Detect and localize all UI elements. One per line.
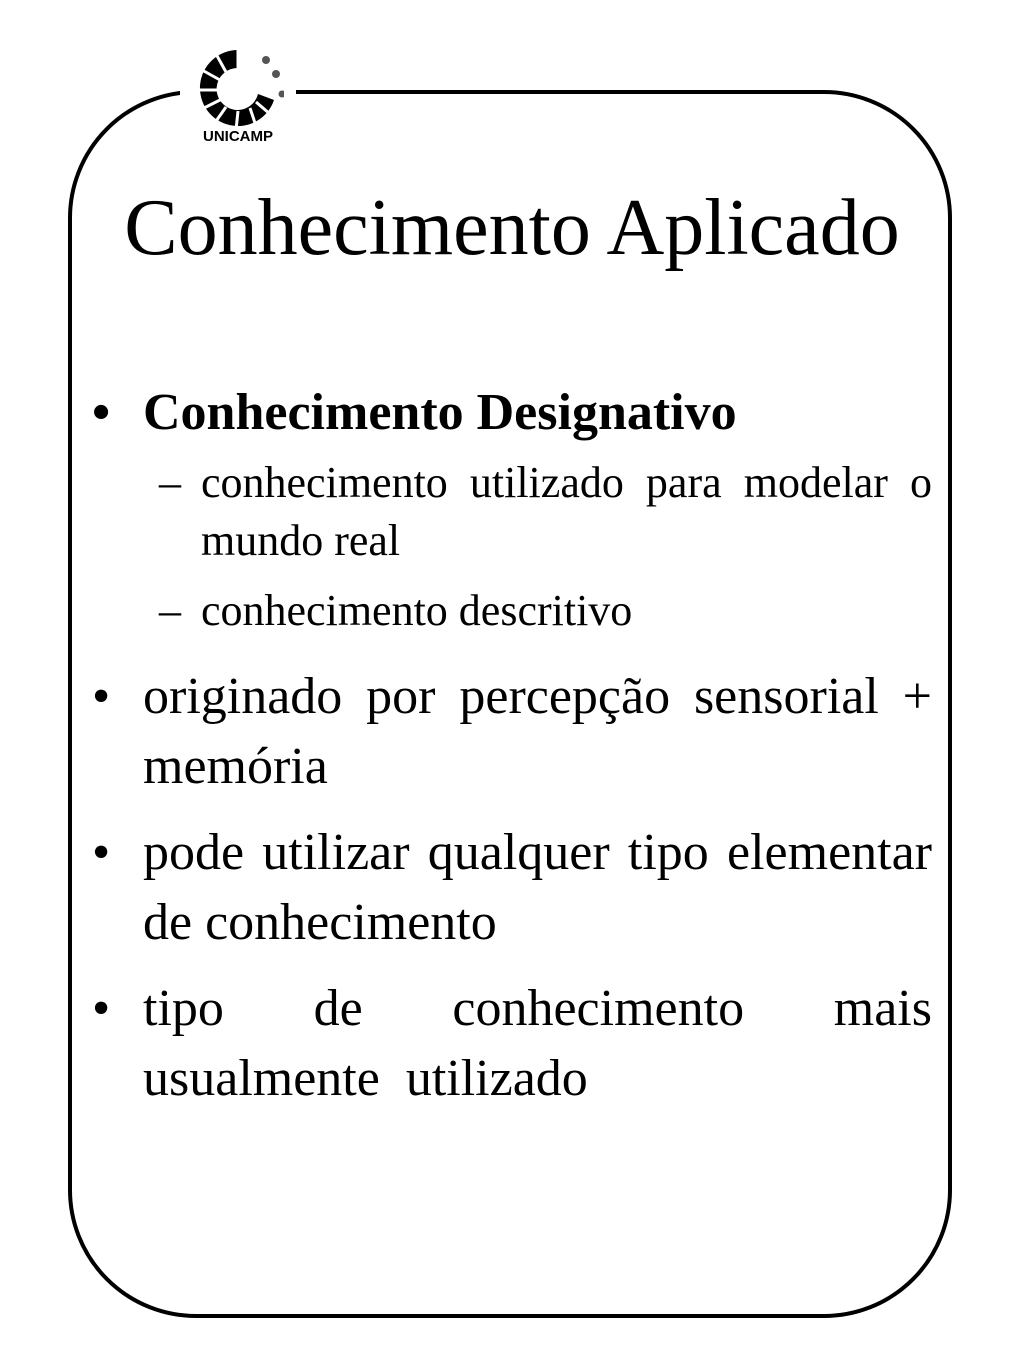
logo-text: UNICAMP xyxy=(203,128,273,145)
slide-title: Conhecimento Aplicado xyxy=(124,184,900,272)
spacer xyxy=(92,808,932,818)
bullet-icon: • xyxy=(92,980,111,1037)
unicamp-logo xyxy=(180,40,296,150)
bullet-item xyxy=(92,974,945,1114)
bullet-text: Conhecimento Designativo xyxy=(143,384,737,441)
bullet-text: pode utilizar qualquer tipo elementar de conhecimento xyxy=(143,824,932,951)
sub-bullet-item xyxy=(150,582,932,640)
spacer xyxy=(92,964,932,974)
sub-bullet-item xyxy=(150,454,932,570)
unicamp-ring-icon xyxy=(192,44,284,130)
dash-icon: – xyxy=(159,458,181,507)
bullet-icon: • xyxy=(92,384,111,441)
bullet-icon: • xyxy=(92,824,111,881)
dash-icon: – xyxy=(159,586,181,635)
sub-bullet-text: conhecimento descritivo xyxy=(201,586,633,635)
bullet-text: originado por percepção sensorial + memória xyxy=(143,668,932,795)
spacer xyxy=(92,652,932,662)
bullet-icon: • xyxy=(92,668,111,725)
bullet-item xyxy=(92,818,932,958)
bullet-item xyxy=(92,378,932,448)
slide-content xyxy=(92,378,945,1120)
sub-bullet-text: conhecimento utilizado para modelar o mundo real xyxy=(201,458,932,565)
bullet-item xyxy=(92,662,932,802)
bullet-text: tipo de conhecimento mais usualmente utilizado xyxy=(143,980,945,1107)
